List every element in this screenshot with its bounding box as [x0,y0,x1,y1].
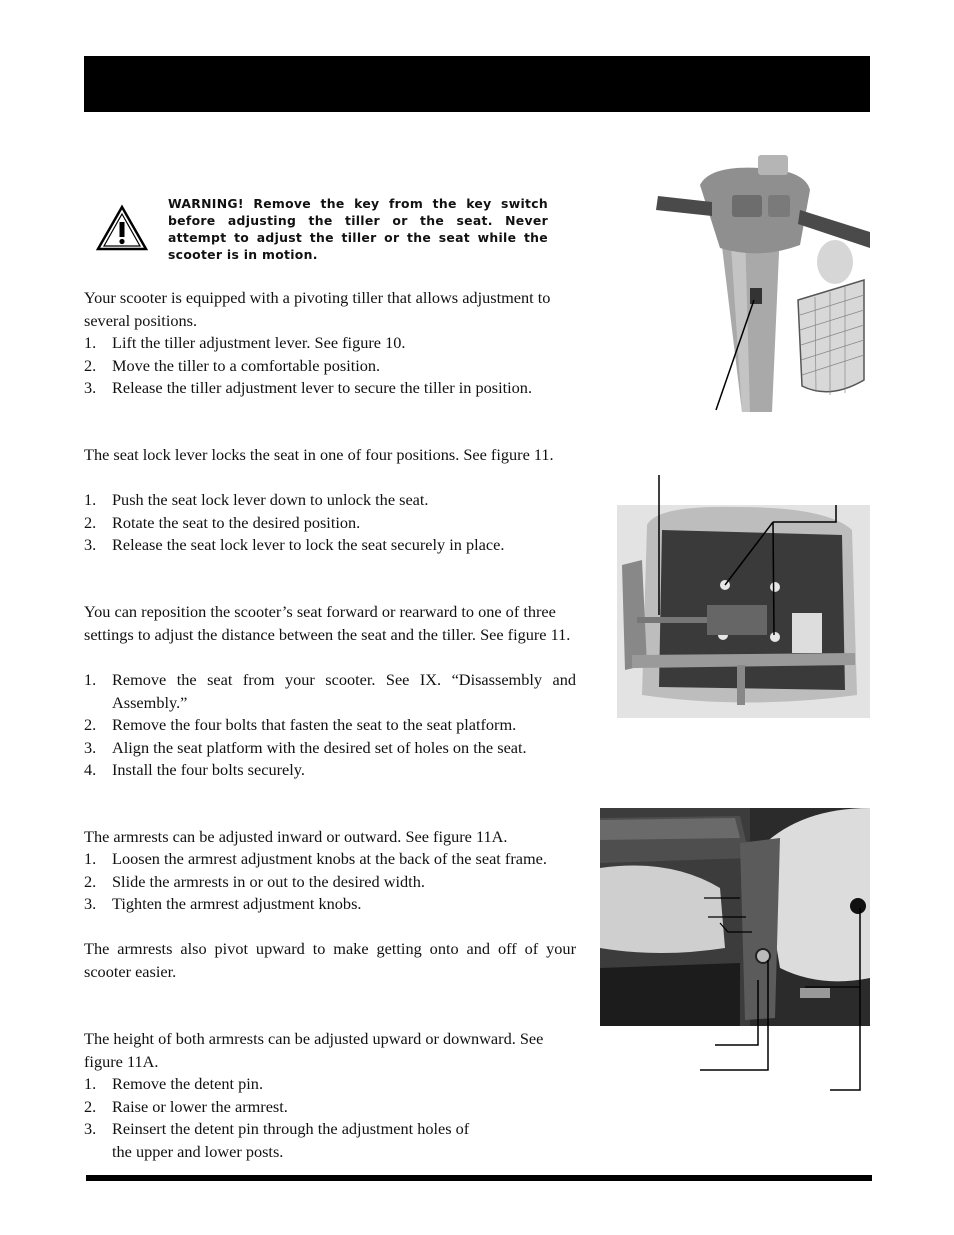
tiller-intro: Your scooter is equipped with a pivoting tiller that allows adjustment to several positions. [84,288,551,330]
armrest-width-intro: The armrests can be adjusted inward or outward. See figure 11A. [84,827,508,846]
list-item: 3. Tighten the armrest adjustment knobs. [84,894,362,913]
seat-rotation-intro: The seat lock lever locks the seat in one of four positions. See figure 11. [84,445,554,464]
list-item: 2. Remove the four bolts that fasten the seat to the seat platform. [84,715,517,734]
section-header-bar [84,56,870,112]
armrest-width-steps [84,848,576,916]
list-item: 1. Loosen the armrest adjustment knobs at the back of the seat frame. [84,849,547,868]
list-item: 4. Install the four bolts securely. [84,760,305,779]
armrest-figure-callout-lines [690,860,870,1095]
list-item: 2. Slide the armrests in or out to the desired width. [84,871,425,891]
list-item: 1. Lift the tiller adjustment lever. See figure 10. [84,333,406,352]
tiller-photo [650,150,870,412]
armrest-height-steps [84,1073,576,1141]
list-item: 3. Reinsert the detent pin through the adjustment holes of [84,1119,470,1138]
list-item: 1. Push the seat lock lever down to unlock the seat. [84,490,429,509]
armrest-height-step3-continued: the upper and lower posts. [112,1142,284,1161]
list-item: 1. Remove the detent pin. [84,1074,264,1093]
tiller-steps [84,332,576,400]
seat-rotation-steps [84,489,576,557]
armrest-height-intro: The height of both armrests can be adjusted upward or downward. See figure 11A. [84,1029,544,1071]
list-item: 2. Raise or lower the armrest. [84,1096,288,1116]
seat-position-intro: You can reposition the scooter’s seat forward or rearward to one of three settings to adjust the distance between the seat and the tiller. See figure 11. [84,602,571,644]
list-item: 2. Move the tiller to a comfortable position. [84,355,381,375]
seat-position-steps [84,669,576,782]
list-item: 1. Remove the seat from your scooter. See IX. “Disassembly and Assembly.” [84,670,576,712]
list-item: 3. Align the seat platform with the desired set of holes on the seat. [84,737,527,757]
warning-text: WARNING! Remove the key from the key switch before adjusting the tiller or the seat. Never attempt to adjust the tiller or the seat while the scooter is in motion. [168,196,548,262]
list-item: 3. Release the seat lock lever to lock the seat securely in place. [84,535,505,554]
warning-triangle-icon [96,204,148,252]
list-item: 2. Rotate the seat to the desired position. [84,512,361,532]
seat-figure-callout-lines [600,475,850,645]
list-item: 3. Release the tiller adjustment lever to secure the tiller in position. [84,378,533,397]
footer-rule [86,1175,872,1181]
armrest-width-outro: The armrests also pivot upward to make getting onto and off of your scooter easier. [84,939,576,981]
